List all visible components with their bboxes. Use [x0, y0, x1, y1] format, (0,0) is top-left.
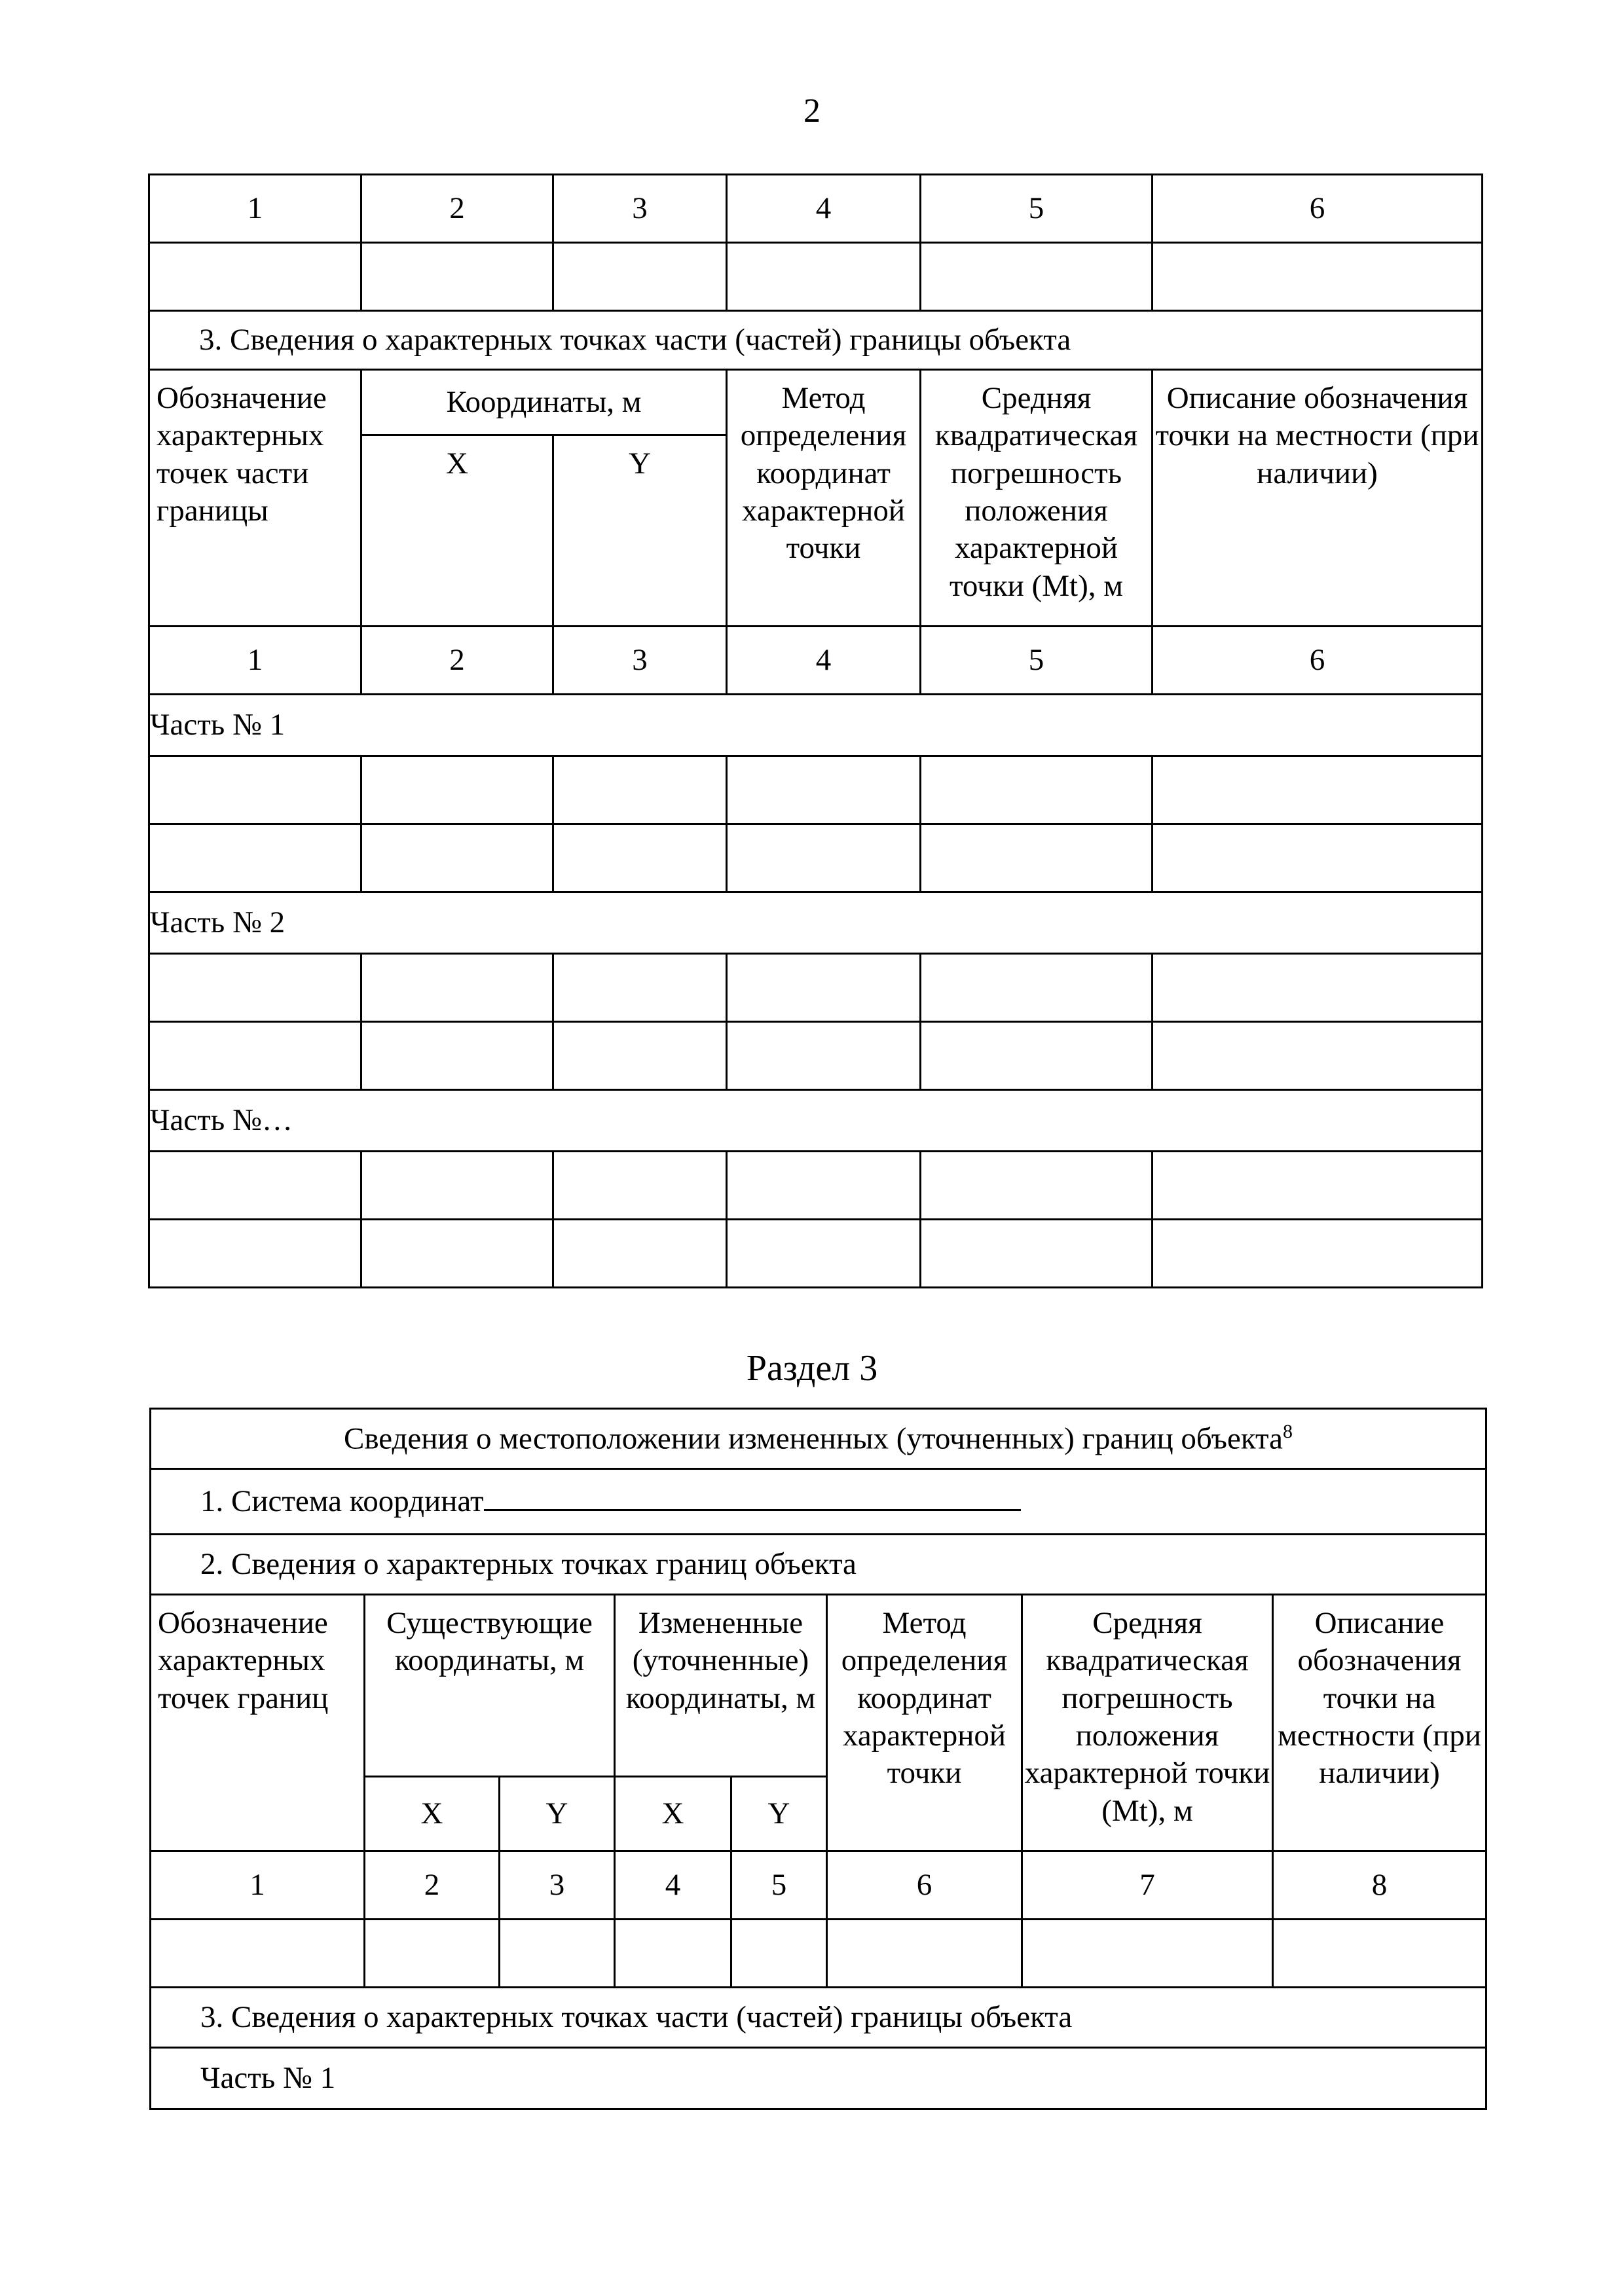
section-2-heading: 2. Сведения о характерных точках границ объекта — [151, 1535, 1486, 1595]
empty-cell — [149, 1022, 361, 1090]
section-3-heading: 3. Сведения о характерных точках части (частей) границы объекта — [151, 1988, 1486, 2048]
empty-cell — [921, 1152, 1153, 1220]
changed-boundaries-table — [149, 1408, 1487, 2110]
empty-cell — [615, 1920, 731, 1988]
column-number: 4 — [727, 627, 921, 695]
empty-cell — [1153, 824, 1483, 892]
empty-cell — [553, 1152, 727, 1220]
empty-cell — [1153, 1220, 1483, 1288]
column-number: 4 — [727, 175, 921, 243]
table-row — [149, 756, 1483, 824]
header-row — [149, 370, 1483, 435]
header-row — [151, 1595, 1486, 1777]
section-heading-row — [149, 311, 1483, 370]
header-coordinates: Координаты, м — [361, 370, 727, 435]
empty-cell — [727, 756, 921, 824]
header-method: Метод определения координат характерной точки — [827, 1595, 1022, 1851]
part-row — [151, 2048, 1486, 2109]
table-row — [149, 1152, 1483, 1220]
empty-cell — [149, 243, 361, 311]
empty-cell — [727, 824, 921, 892]
column-number: 2 — [365, 1851, 500, 1920]
table-title — [151, 1409, 1486, 1469]
title-row — [151, 1409, 1486, 1469]
empty-cell — [361, 1152, 553, 1220]
header-description: Описание обозначения точки на местности (при наличии) — [1153, 370, 1483, 627]
column-number: 2 — [361, 627, 553, 695]
empty-cell — [151, 1920, 365, 1988]
empty-cell — [921, 824, 1153, 892]
coordinate-system-cell — [151, 1469, 1486, 1535]
empty-cell — [727, 1022, 921, 1090]
empty-cell — [1153, 243, 1483, 311]
empty-cell — [727, 1220, 921, 1288]
header-changed-coordinates: Измененные (уточненные) координаты, м — [615, 1595, 827, 1777]
empty-cell — [727, 954, 921, 1022]
header-y: Y — [731, 1777, 827, 1851]
empty-cell — [361, 243, 553, 311]
table-row — [149, 627, 1483, 695]
header-x: X — [365, 1777, 500, 1851]
empty-cell — [500, 1920, 615, 1988]
column-number: 3 — [553, 175, 727, 243]
empty-cell — [1153, 954, 1483, 1022]
empty-cell — [921, 954, 1153, 1022]
empty-cell — [727, 243, 921, 311]
header-y: Y — [500, 1777, 615, 1851]
header-existing-coordinates: Существующие координаты, м — [365, 1595, 615, 1777]
empty-cell — [149, 954, 361, 1022]
empty-cell — [921, 756, 1153, 824]
empty-cell — [921, 243, 1153, 311]
header-error: Средняя квадратическая погрешность положения характерной точки (Mt), м — [921, 370, 1153, 627]
empty-cell — [921, 1022, 1153, 1090]
column-number: 3 — [500, 1851, 615, 1920]
part-row — [149, 695, 1483, 756]
table-row — [151, 1851, 1486, 1920]
column-number: 7 — [1022, 1851, 1273, 1920]
section-heading-row — [151, 1535, 1486, 1595]
header-description: Описание обозначения точки на местности (при наличии) — [1273, 1595, 1486, 1851]
column-number: 5 — [921, 627, 1153, 695]
section-3-heading: 3. Сведения о характерных точках части (частей) границы объекта — [149, 311, 1483, 370]
empty-cell — [553, 243, 727, 311]
column-number: 1 — [149, 175, 361, 243]
part-label: Часть № 1 — [149, 695, 1483, 756]
empty-cell — [1153, 756, 1483, 824]
table-row — [149, 1022, 1483, 1090]
header-y: Y — [553, 435, 727, 627]
header-error: Средняя квадратическая погрешность положения характерной точки (Mt), м — [1022, 1595, 1273, 1851]
empty-cell — [149, 1220, 361, 1288]
column-number: 1 — [151, 1851, 365, 1920]
header-x: X — [361, 435, 553, 627]
part-row — [149, 1090, 1483, 1152]
empty-cell — [921, 1220, 1153, 1288]
empty-cell — [553, 954, 727, 1022]
column-number: 2 — [361, 175, 553, 243]
empty-cell — [1153, 1022, 1483, 1090]
empty-cell — [361, 1220, 553, 1288]
table-row — [149, 954, 1483, 1022]
empty-cell — [553, 1220, 727, 1288]
header-x: X — [615, 1777, 731, 1851]
column-number: 6 — [827, 1851, 1022, 1920]
part-label: Часть № 2 — [149, 892, 1483, 954]
empty-cell — [361, 824, 553, 892]
table-row — [151, 1920, 1486, 1988]
table-row — [149, 243, 1483, 311]
column-number: 5 — [731, 1851, 827, 1920]
header-point-designation: Обозначение характерных точек границ — [151, 1595, 365, 1851]
column-number: 6 — [1153, 175, 1483, 243]
empty-cell — [361, 756, 553, 824]
coordinate-system-label: 1. Система координат — [200, 1484, 484, 1518]
empty-cell — [361, 1022, 553, 1090]
part-label: Часть № 1 — [151, 2048, 1486, 2109]
table-row — [149, 824, 1483, 892]
coordinate-system-blank — [484, 1483, 1021, 1511]
empty-cell — [827, 1920, 1022, 1988]
column-number: 4 — [615, 1851, 731, 1920]
empty-cell — [727, 1152, 921, 1220]
part-label: Часть №… — [149, 1090, 1483, 1152]
empty-cell — [149, 756, 361, 824]
page-number: 2 — [803, 92, 821, 130]
table-row — [149, 175, 1483, 243]
footnote-marker: 8 — [1283, 1420, 1293, 1442]
header-method: Метод определения координат характерной точки — [727, 370, 921, 627]
empty-cell — [553, 756, 727, 824]
section-title: Раздел 3 — [746, 1348, 878, 1389]
column-number: 1 — [149, 627, 361, 695]
empty-cell — [731, 1920, 827, 1988]
empty-cell — [149, 824, 361, 892]
section-heading-row — [151, 1988, 1486, 2048]
empty-cell — [553, 1022, 727, 1090]
empty-cell — [1022, 1920, 1273, 1988]
empty-cell — [553, 824, 727, 892]
header-point-designation: Обозначение характерных точек части границы — [149, 370, 361, 627]
part-row — [149, 892, 1483, 954]
column-number: 5 — [921, 175, 1153, 243]
empty-cell — [365, 1920, 500, 1988]
boundary-part-points-table — [148, 173, 1483, 1288]
empty-cell — [361, 954, 553, 1022]
empty-cell — [1273, 1920, 1486, 1988]
column-number: 8 — [1273, 1851, 1486, 1920]
empty-cell — [1153, 1152, 1483, 1220]
column-number: 3 — [553, 627, 727, 695]
coordinate-system-row — [151, 1469, 1486, 1535]
table-title-text: Сведения о местоположении измененных (уточненных) границ объекта — [344, 1421, 1283, 1456]
column-number: 6 — [1153, 627, 1483, 695]
table-row — [149, 1220, 1483, 1288]
empty-cell — [149, 1152, 361, 1220]
